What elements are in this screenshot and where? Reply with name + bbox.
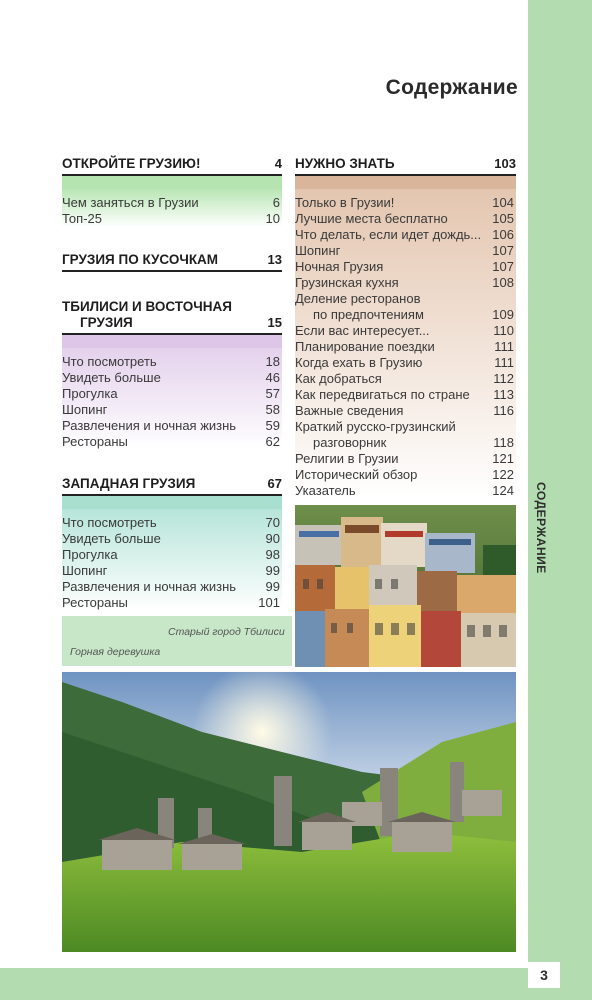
section-header[interactable] xyxy=(62,476,282,494)
toc-item-page: 116 xyxy=(493,403,514,418)
toc-item-page: 6 xyxy=(272,195,280,210)
toc-item[interactable] xyxy=(295,259,514,275)
page-title: Содержание xyxy=(385,76,518,99)
toc-item-label: Как передвигаться по стране xyxy=(295,387,470,402)
toc-item-page: 99 xyxy=(265,563,280,578)
section-title: НУЖНО ЗНАТЬ xyxy=(295,156,395,171)
toc-item[interactable] xyxy=(295,435,514,451)
toc-item-page: 59 xyxy=(265,418,280,433)
side-label: СОДЕРЖАНИЕ xyxy=(534,482,548,574)
toc-item[interactable] xyxy=(295,227,514,243)
toc-item[interactable] xyxy=(295,307,514,323)
toc-item[interactable] xyxy=(295,195,514,211)
toc-item-page: 101 xyxy=(258,595,280,610)
toc-item-page: 112 xyxy=(493,371,514,386)
section-page: 4 xyxy=(274,156,282,171)
toc-item-label: Что посмотреть xyxy=(62,354,157,369)
section-rule xyxy=(62,270,282,272)
toc-item-label: Увидеть больше xyxy=(62,370,161,385)
section-items xyxy=(295,189,516,499)
toc-item-page: 107 xyxy=(492,259,514,274)
toc-item-page: 118 xyxy=(493,435,514,450)
toc-item-label: разговорник xyxy=(313,435,387,450)
toc-item-page: 104 xyxy=(492,195,514,210)
toc-item-label: Шопинг xyxy=(62,563,108,578)
toc-item-label: Чем заняться в Грузии xyxy=(62,195,199,210)
caption-box xyxy=(62,616,292,666)
section-band xyxy=(62,176,282,189)
toc-item-label: Прогулка xyxy=(62,547,118,562)
toc-item-label: Религии в Грузии xyxy=(295,451,399,466)
toc-item[interactable] xyxy=(62,354,280,370)
toc-item-page: 99 xyxy=(265,579,280,594)
toc-item[interactable] xyxy=(62,563,280,579)
toc-item-page: 109 xyxy=(492,307,514,322)
section-need-to-know xyxy=(295,156,516,499)
section-band xyxy=(62,496,282,509)
toc-item[interactable] xyxy=(295,371,514,387)
toc-item-label: Как добраться xyxy=(295,371,382,386)
toc-item-label: Что делать, если идет дождь... xyxy=(295,227,482,242)
toc-item-page: 57 xyxy=(265,386,280,401)
toc-item-page: 106 xyxy=(492,227,514,242)
toc-item[interactable] xyxy=(295,339,514,355)
toc-item-label: Ночная Грузия xyxy=(295,259,384,274)
mountain-village-image xyxy=(62,672,516,952)
toc-item-label: Развлечения и ночная жизнь xyxy=(62,418,237,433)
section-page: 13 xyxy=(267,252,282,267)
toc-item-page: 122 xyxy=(492,467,514,482)
photo-old-tbilisi xyxy=(295,505,516,667)
section-band xyxy=(62,335,282,348)
toc-item-page: 121 xyxy=(492,451,514,466)
old-tbilisi-image xyxy=(295,505,516,667)
section-west xyxy=(62,476,282,611)
toc-item[interactable] xyxy=(62,595,280,611)
toc-item-label: Грузинская кухня xyxy=(295,275,399,290)
section-page: 67 xyxy=(267,476,282,491)
section-title-line2: ГРУЗИЯ xyxy=(80,315,133,330)
caption-old-town: Старый город Тбилиси xyxy=(168,626,285,638)
toc-item[interactable] xyxy=(62,531,280,547)
toc-item-label: Развлечения и ночная жизнь xyxy=(62,579,237,594)
toc-item[interactable] xyxy=(62,547,280,563)
toc-item-label: Шопинг xyxy=(295,243,341,258)
section-header[interactable] xyxy=(62,299,282,333)
toc-item[interactable] xyxy=(295,403,514,419)
toc-item[interactable] xyxy=(295,467,514,483)
toc-item-label: по предпочтениям xyxy=(313,307,424,322)
toc-item-page: 111 xyxy=(494,339,514,354)
page-number: 3 xyxy=(528,962,560,988)
section-page: 15 xyxy=(267,315,282,330)
toc-item-page: 58 xyxy=(265,402,280,417)
toc-item-page: 124 xyxy=(492,483,514,498)
toc-item[interactable] xyxy=(295,243,514,259)
toc-item-label: Когда ехать в Грузию xyxy=(295,355,423,370)
caption-mountain-village: Горная деревушка xyxy=(70,646,161,658)
section-georgia-pieces xyxy=(62,252,282,272)
toc-item-label: Только в Грузии! xyxy=(295,195,395,210)
section-title: ЗАПАДНАЯ ГРУЗИЯ xyxy=(62,476,196,491)
section-header[interactable] xyxy=(62,156,282,174)
toc-item-page: 46 xyxy=(265,370,280,385)
toc-item-label: Что посмотреть xyxy=(62,515,157,530)
toc-item-label: Увидеть больше xyxy=(62,531,161,546)
toc-item[interactable] xyxy=(62,434,280,450)
toc-item[interactable] xyxy=(295,451,514,467)
toc-item-page: 105 xyxy=(492,211,514,226)
toc-item-label: Топ-25 xyxy=(62,211,102,226)
toc-item[interactable] xyxy=(62,195,280,211)
toc-item[interactable] xyxy=(295,387,514,403)
toc-item-label: Лучшие места бесплатно xyxy=(295,211,448,226)
section-title: ГРУЗИЯ ПО КУСОЧКАМ xyxy=(62,252,219,267)
toc-item-page: 107 xyxy=(492,243,514,258)
section-items xyxy=(62,348,282,450)
section-band xyxy=(295,176,516,189)
toc-item-label: Шопинг xyxy=(62,402,108,417)
toc-item-page: 110 xyxy=(493,323,514,338)
photo-mountain-village xyxy=(62,672,516,952)
toc-item-label: Важные сведения xyxy=(295,403,404,418)
toc-item[interactable] xyxy=(295,483,514,499)
toc-item-label: Краткий русско-грузинский xyxy=(295,419,456,434)
section-items xyxy=(62,509,282,611)
toc-item-label: Прогулка xyxy=(62,386,118,401)
toc-item-page: 70 xyxy=(265,515,280,530)
section-title: ТБИЛИСИ И ВОСТОЧНАЯ xyxy=(62,299,232,314)
toc-item[interactable] xyxy=(62,211,280,227)
toc-item-page: 18 xyxy=(265,354,280,369)
toc-item-page xyxy=(494,291,514,307)
toc-item[interactable] xyxy=(295,291,514,307)
toc-item-label: Если вас интересует... xyxy=(295,323,430,338)
section-page: 103 xyxy=(494,156,516,171)
toc-item-page: 108 xyxy=(492,275,514,290)
toc-item[interactable] xyxy=(62,386,280,402)
toc-item[interactable] xyxy=(62,515,280,531)
toc-item-label: Рестораны xyxy=(62,434,128,449)
section-open-georgia xyxy=(62,156,282,227)
toc-item-page: 90 xyxy=(265,531,280,546)
toc-item[interactable] xyxy=(295,355,514,371)
toc-item-page: 113 xyxy=(493,387,514,402)
toc-item-label: Исторический обзор xyxy=(295,467,418,482)
section-title: ОТКРОЙТЕ ГРУЗИЮ! xyxy=(62,156,201,171)
toc-item[interactable] xyxy=(62,579,280,595)
toc-item-page: 98 xyxy=(265,547,280,562)
toc-item[interactable] xyxy=(62,402,280,418)
section-header[interactable] xyxy=(295,156,516,174)
toc-item-page xyxy=(494,419,514,435)
bottom-strip xyxy=(0,968,528,1000)
toc-item-label: Планирование поездки xyxy=(295,339,435,354)
toc-item[interactable] xyxy=(62,418,280,434)
section-header[interactable] xyxy=(62,252,282,270)
toc-item-page: 10 xyxy=(265,211,280,226)
toc-item-page: 62 xyxy=(265,434,280,449)
toc-item[interactable] xyxy=(295,211,514,227)
section-tbilisi xyxy=(62,299,282,450)
toc-item[interactable] xyxy=(62,370,280,386)
toc-item[interactable] xyxy=(295,419,514,435)
toc-item[interactable] xyxy=(295,323,514,339)
toc-item-label: Указатель xyxy=(295,483,356,498)
section-items xyxy=(62,189,282,227)
toc-item-page: 111 xyxy=(494,355,514,370)
toc-item-label: Деление ресторанов xyxy=(295,291,421,306)
toc-item[interactable] xyxy=(295,275,514,291)
toc-item-label: Рестораны xyxy=(62,595,128,610)
